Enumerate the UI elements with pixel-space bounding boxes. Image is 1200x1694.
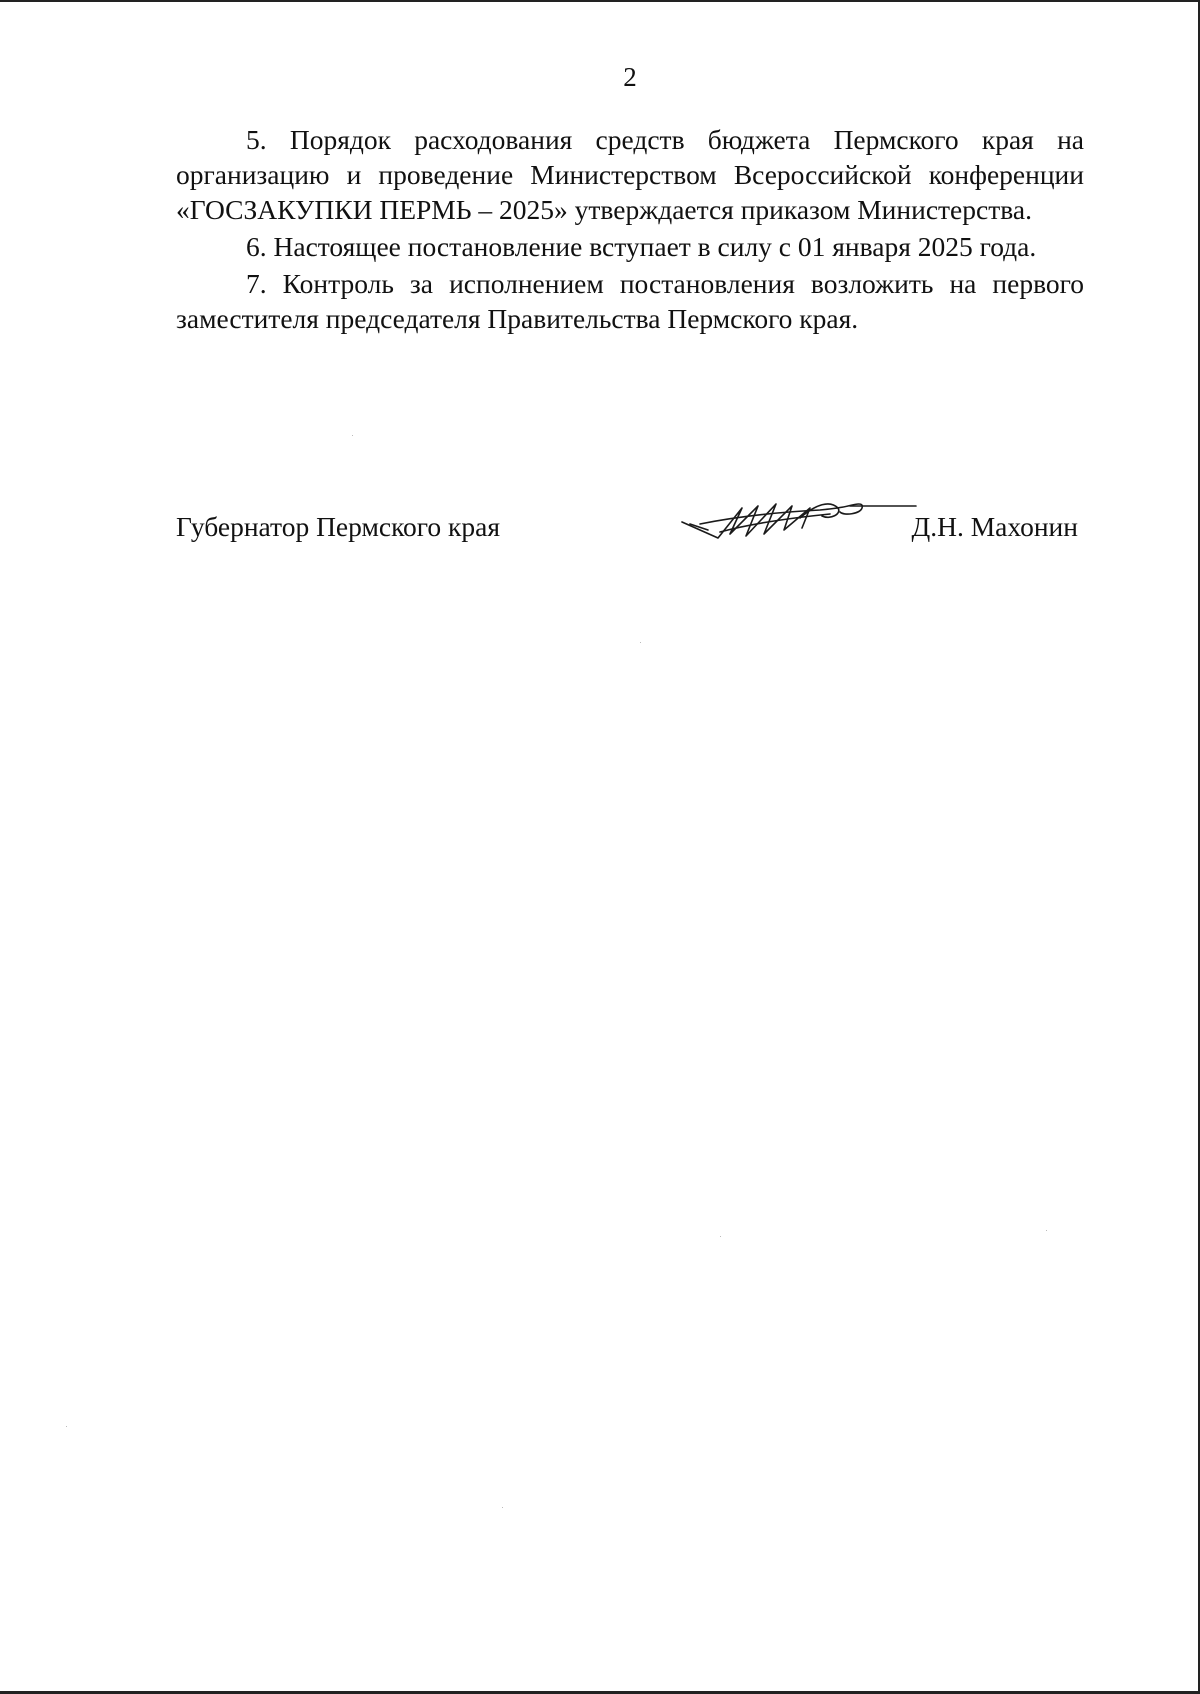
signature-block bbox=[176, 511, 1084, 551]
page-number: 2 bbox=[623, 62, 637, 92]
scan-speck bbox=[1046, 1230, 1047, 1231]
paragraph-7: 7. Контроль за исполнением постановления возложить на первого заместителя председателя Правительства Пермского края. bbox=[176, 268, 1084, 334]
scan-speck bbox=[640, 642, 641, 643]
signer-name: Д.Н. Махонин bbox=[911, 511, 1078, 542]
signer-position: Губернатор Пермского края bbox=[176, 511, 500, 542]
handwritten-signature-icon bbox=[680, 494, 920, 550]
scan-speck bbox=[66, 1426, 67, 1427]
paragraph-6: 6. Настоящее постановление вступает в силу с 01 января 2025 года. bbox=[246, 231, 1037, 262]
scan-speck bbox=[720, 1236, 721, 1237]
paragraph-5: 5. Порядок расходования средств бюджета Пермского края на организацию и проведение Министерством Всероссийской конференции «ГОСЗАКУПКИ ПЕРМЬ – 2025» утверждается приказом Министерства. bbox=[176, 124, 1084, 225]
scan-speck bbox=[502, 1507, 503, 1508]
document-body bbox=[176, 122, 1084, 338]
scan-speck bbox=[352, 435, 353, 436]
